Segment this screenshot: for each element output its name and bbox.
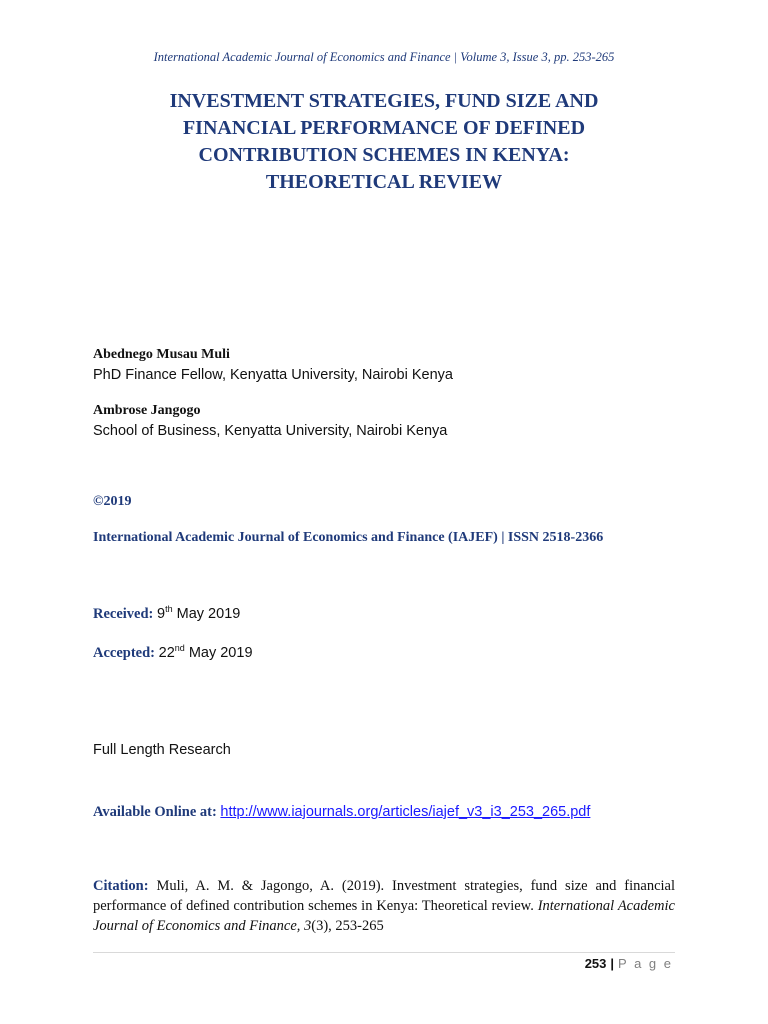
page-footer xyxy=(585,956,673,971)
accepted-date xyxy=(93,643,253,662)
footer-separator: | xyxy=(610,956,615,971)
author-affiliation: PhD Finance Fellow, Kenyatta University, Nairobi Kenya xyxy=(93,367,453,383)
citation-label: Citation: xyxy=(93,878,149,894)
footer-divider xyxy=(93,952,675,953)
page-number: 253 xyxy=(584,956,607,971)
page-word: P a g e xyxy=(618,956,673,971)
journal-issn-line: International Academic Journal of Economics and Finance (IAJEF) | ISSN 2518-2366 xyxy=(93,530,604,545)
article-pdf-link[interactable]: http://www.iajournals.org/articles/iajef_v3_i3_253_265.pdf xyxy=(220,804,591,820)
author-name: Ambrose Jangogo xyxy=(93,403,201,418)
research-type: Full Length Research xyxy=(93,742,231,758)
received-label: Received: xyxy=(93,605,154,622)
citation-block xyxy=(93,876,675,936)
title-line: THEORETICAL REVIEW xyxy=(265,171,503,193)
received-value: 9th May 2019 xyxy=(157,604,241,622)
citation-journal: International Academic Journal of Economics and Finance, 3 xyxy=(93,898,675,934)
available-online xyxy=(93,804,590,821)
accepted-value: 22nd May 2019 xyxy=(158,643,253,661)
title-line: INVESTMENT STRATEGIES, FUND SIZE AND xyxy=(169,90,599,112)
copyright-notice: ©2019 xyxy=(93,494,132,509)
available-label: Available Online at: xyxy=(93,804,217,820)
author-name: Abednego Musau Muli xyxy=(93,347,230,362)
accepted-label: Accepted: xyxy=(93,644,156,661)
received-date xyxy=(93,604,240,623)
title-line: CONTRIBUTION SCHEMES IN KENYA: xyxy=(198,144,570,166)
author-affiliation: School of Business, Kenyatta University, Nairobi Kenya xyxy=(93,423,448,439)
citation-issue-pages: (3), 253-265 xyxy=(311,918,384,934)
article-title xyxy=(90,88,678,196)
running-header: International Academic Journal of Economics and Finance | Volume 3, Issue 3, pp. 253-265 xyxy=(153,50,615,64)
title-line: FINANCIAL PERFORMANCE OF DEFINED xyxy=(182,117,586,139)
citation-text: Muli, A. M. & Jagongo, A. (2019). Investment strategies, fund size and financial performance of defined contribution schemes in Kenya: Theoretical review. xyxy=(93,878,675,914)
